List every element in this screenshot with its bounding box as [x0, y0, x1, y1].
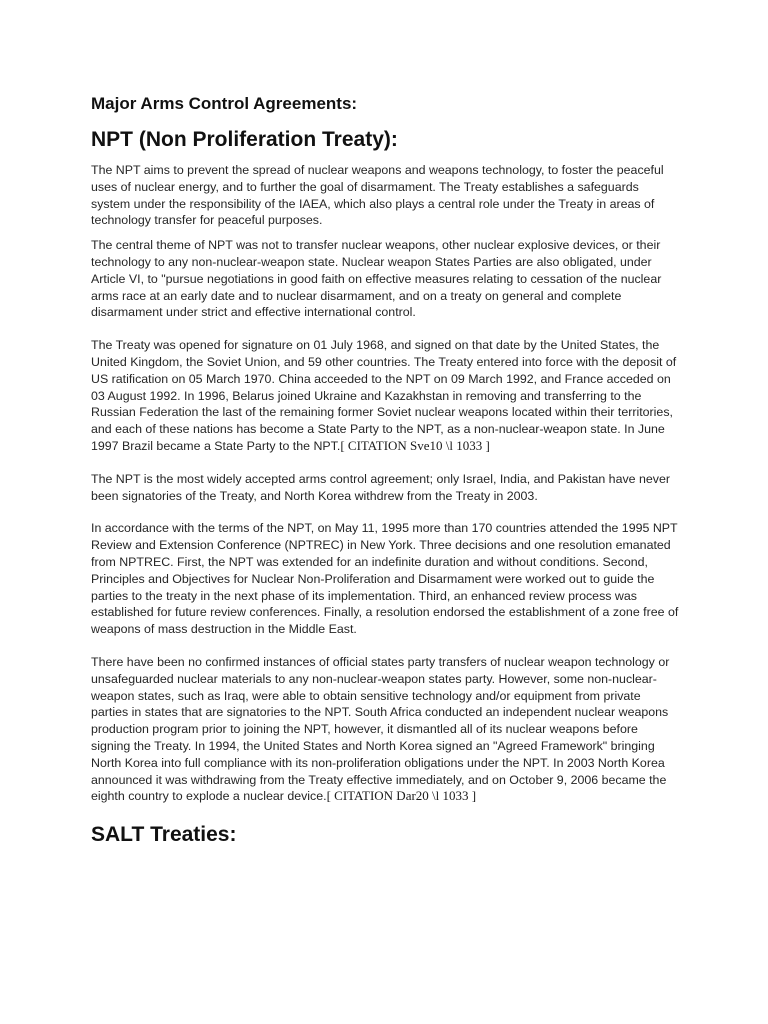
- paragraph-central-theme: The central theme of NPT was not to transfer nuclear weapons, other nuclear explosive devices, or their technology to any non-nuclear-weapon state. Nuclear weapon States Parties are also obligated, under Article VI, to "pursue negotiations in good faith on effective measures relating to cessation of the nuclear arms race at an early date and to nuclear disarmament, and on a treaty on general and complete disarmament under strict and effective international control.: [91, 238, 662, 320]
- paragraph-no-confirmed-instances-text: There have been no confirmed instances of official states party transfers of nuclear weapon technology or unsafeguarded nuclear materials to any non-nuclear-weapon states party. However, some non-nuclear-weapon states, such as Iraq, were able to obtain sensitive technology and/or equipment from private parties in states that are signatories to the NPT. South Africa conducted an independent nuclear weapons production program prior to joining the NPT, however, it dismantled all of its nuclear weapons before signing the Treaty. In 1994, the United States and North Korea signed an "Agreed Framework" bringing North Korea into full compliance with its non-proliferation obligations under the NPT. In 2003 North Korea announced it was withdrawing from the Treaty effective immediately, and on October 9, 2006 became the eighth country to explode a nuclear device.: [91, 654, 670, 804]
- paragraph-widely-accepted: The NPT is the most widely accepted arms control agreement; only Israel, India, and Pakistan have never been signatories of the Treaty, and North Korea withdrew from the Treaty in 2003.: [91, 471, 670, 503]
- document-page: [91, 92, 679, 849]
- major-heading: Major Arms Control Agreements:: [91, 94, 358, 113]
- paragraph-npt-aims: The NPT aims to prevent the spread of nuclear weapons and weapons technology, to foster the peaceful uses of nuclear energy, and to further the goal of disarmament. The Treaty establishes a safeguards system under the responsibility of the IAEA, which also plays a central role under the Treaty in areas of technology transfer for peaceful purposes.: [91, 163, 664, 228]
- npt-heading: NPT (Non Proliferation Treaty):: [91, 128, 398, 151]
- paragraph-no-confirmed-instances: [91, 654, 679, 805]
- paragraph-review-conference: In accordance with the terms of the NPT, on May 11, 1995 more than 170 countries attended the 1995 NPT Review and Extension Conference (NPTREC) in New York. Three decisions and one resolution emanated from NPTREC. First, the NPT was extended for an indefinite duration and without conditions. Second, Principles and Objectives for Nuclear Non-Proliferation and Disarmament were worked out to guide the parties to the treaty in the next phase of its implementation. Third, an enhanced review process was established for future review conferences. Finally, a resolution endorsed the establishment of a zone free of weapons of mass destruction in the Middle East.: [91, 521, 679, 637]
- salt-heading: SALT Treaties:: [91, 823, 237, 847]
- citation-dar20: [ CITATION Dar20 \l 1033 ]: [326, 788, 477, 804]
- paragraph-treaty-signature-text: The Treaty was opened for signature on 01 July 1968, and signed on that date by the United States, the United Kingdom, the Soviet Union, and 59 other countries. The Treaty entered into force with the deposit of US ratification on 05 March 1970. China acceeded to the NPT on 09 March 1992, and France acceded on 03 August 1992. In 1996, Belarus joined Ukraine and Kazakhstan in removing and transferring to the Russian Federation the last of the remaining former Soviet nuclear weapons located within their territories, and each of these nations has become a State Party to the NPT, as a non-nuclear-weapon state. In June 1997 Brazil became a State Party to the NPT.: [91, 338, 677, 453]
- paragraph-treaty-signature: [91, 337, 679, 455]
- citation-sve10: [ CITATION Sve10 \l 1033 ]: [340, 437, 490, 453]
